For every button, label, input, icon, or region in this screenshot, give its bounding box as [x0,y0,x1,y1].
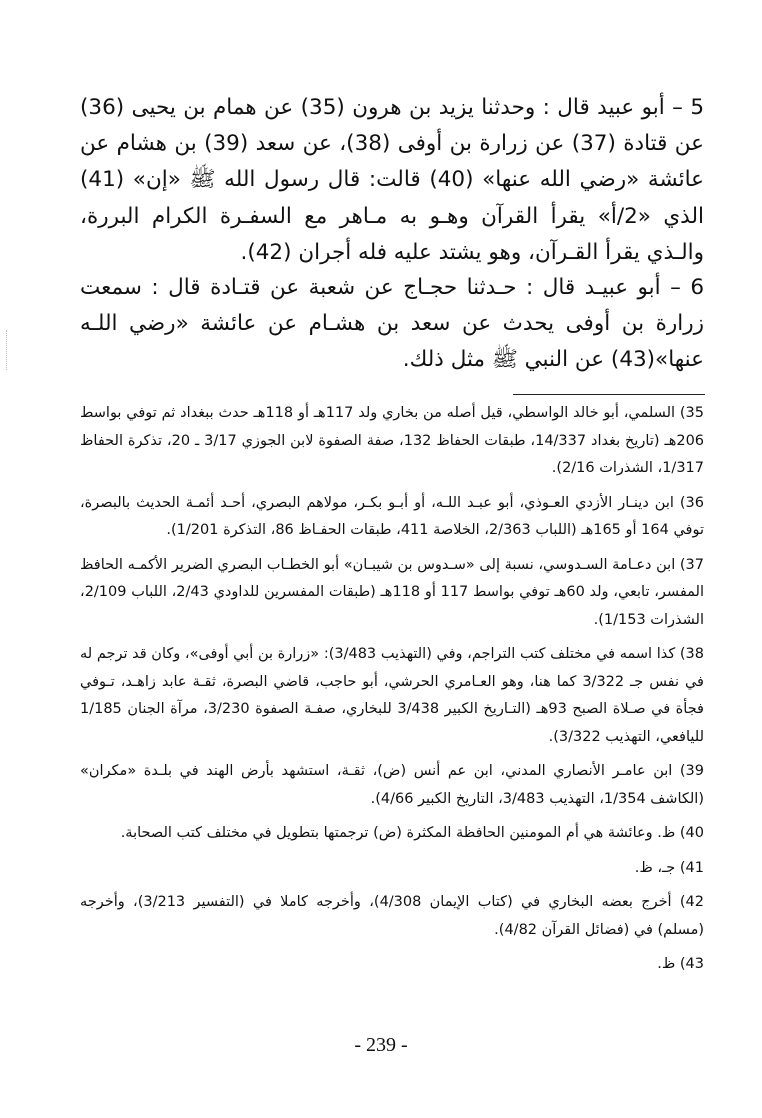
footnote-40: 40) ظ. وعائشة هي أم المومنين الحافظة المكثرة (ض) ترجمتها بتطويل في مختلف كتب الصحابة. [120,825,704,841]
paragraph-5: 5 – أبو عبيد قال : وحدثنا يزيد بن هرون (35) عن همام بن يحيى (36) عن قتادة (37) عن زرارة بن أوفى (38)، عن سعد (39) بن هشام عن عائشة «رضي الله عنها» (40) قالت: قال رسول الله ﷺ «إن» (41) الذي «2/أ» يقرأ القرآن وهـو به مـاهر مع السفـرة الكرام البررة، والـذي يقرأ القـرآن، وهو يشتد عليه فله أجران (42). [80,95,704,265]
footnotes [80,400,704,986]
scan-edge-mark [6,330,7,370]
footnote-35: 35) السلمي، أبو خالد الواسطي، قيل أصله من بخاري ولد 117هـ أو 118هـ حدث ببغداد ثم توفي بواسط 206هـ (تاريخ بغداد 14/337، طبقات الحفاظ 132، صفة الصفوة لابن الجوزي 3/17 ـ 20، تذكرة الحفاظ 1/317، الشذرات 2/16). [80,405,705,476]
footnote-38: 38) كذا اسمه في مختلف كتب التراجم، وفي (التهذيب 3/483): «زرارة بن أبي أوفى»، وكان قد ترجم له في نفس جـ 3/322 كما هنا، وهو العـامري الحرشي، أبو حاجب، قاضي البصرة، ثقـة عابد زاهـد، تـوفي فجأة في صـلاة الصبح 93هـ (التـاريخ الكبير 3/438 للبخاري، صفـة الصفوة 3/230، مرآة الجنان 1/185 لليافعي، التهذيب 3/322). [80,646,704,745]
page-number: - 239 - [354,1034,408,1056]
footnote-separator [513,394,705,395]
footnote-43: 43) ظ. [657,956,704,972]
footnote-37: 37) ابن دعـامة السـدوسي، نسبة إلى «سـدوس بن شيبـان» أبو الخطـاب البصري الضرير الأكمـه الحافظ المفسر، تابعي، ولد 60هـ توفي بواسط 117 أو 118هـ (طبقات المفسرين للداودي 2/43، اللباب 2/109، الشذرات 1/153). [80,556,705,628]
footnote-42: 42) أخرج بعضه البخاري في (كتاب الإيمان 4/308)، وأخرجه كاملا في (التفسير 3/213)، وأخرجه (مسلم) في (فضائل القرآن 4/82). [80,894,704,938]
paragraph-6: 6 – أبو عبيـد قال : حـدثنا حجـاج عن شعبة عن قتـادة قال : سمعت زرارة بن أوفى يحدث عن سعد بن هشـام عن عائشة «رضي اللـه عنها»(43) عن النبي ﷺ مثل ذلك. [80,275,704,373]
footnote-39: 39) ابن عامـر الأنصاري المدني، ابن عم أنس (ض)، ثقـة، استشهد بأرض الهند في بلـدة «مكران» (الكاشف 1/354، التهذيب 3/483، التاريخ الكبير 4/66). [80,763,704,807]
footnote-36: 36) ابن دينـار الأزدي العـوذي، أبو عبـد اللـه، أو أبـو بكـر، مولاهم البصري، أحـد أئمـة الحديث بالبصرة، توفي 164 أو 165هـ (اللباب 2/363، الخلاصة 411، طبقات الحفـاظ 86، التذكرة 1/201). [80,494,704,538]
footnote-41: 41) جـ، ظ. [634,859,704,876]
